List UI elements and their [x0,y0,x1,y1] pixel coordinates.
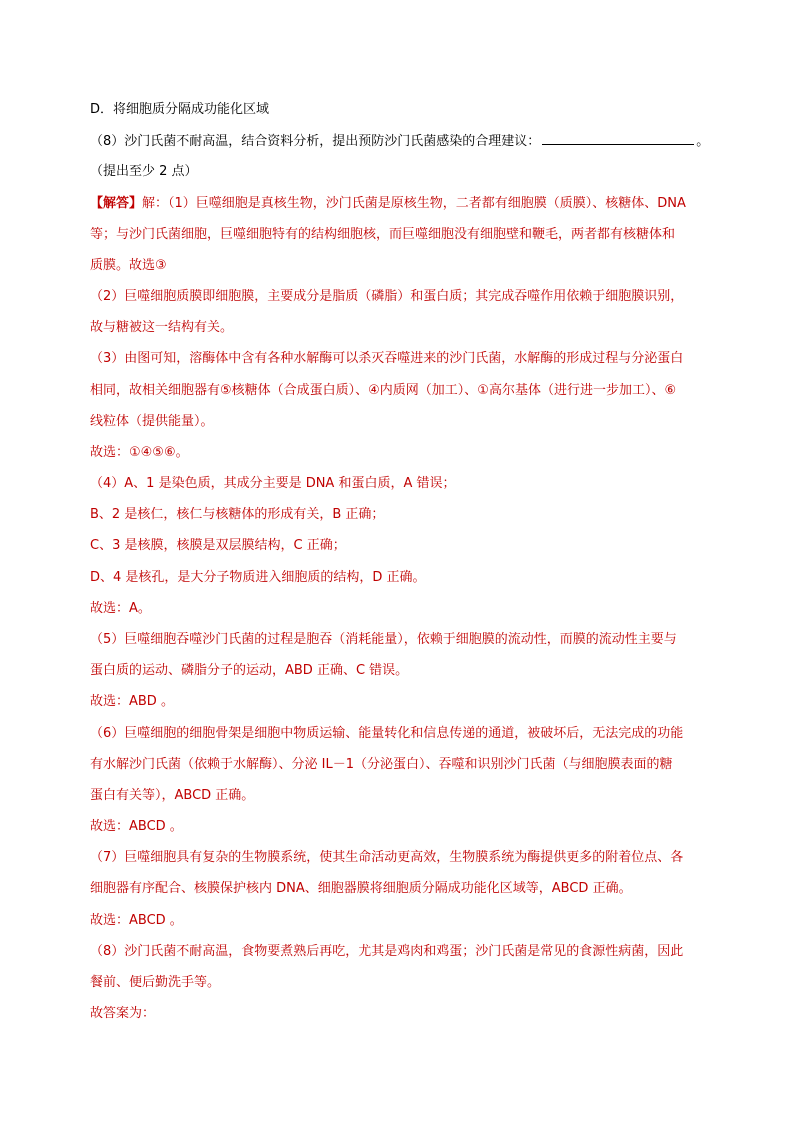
answer-line-6: （3）由图可知，溶酶体中含有各种水解酶可以杀灭吞噬进来的沙门氏菌，水解酶的形成过程与分泌蛋白 [90,351,684,366]
answer-line-3: 质膜。故选③ [90,258,167,273]
answer-line-13: D、4 是核孔，是大分子物质进入细胞质的结构，D 正确。 [90,570,426,585]
answer-line-9: 故选：①④⑤⑥。 [90,445,189,460]
answer-line-14: 故选：A。 [90,601,151,616]
answer-line-19: 有水解沙门氏菌（依赖于水解酶）、分泌 IL－1（分泌蛋白）、吞噬和识别沙门氏菌（与细胞膜表面的糖 [90,757,673,772]
question-8-end: 。 [696,134,710,149]
answer-line-16: 蛋白质的运动、磷脂分子的运动，ABD 正确、C 错误。 [90,663,409,678]
answer-line-2: 等；与沙门氏菌细胞，巨噬细胞特有的结构细胞核，而巨噬细胞没有细胞壁和鞭毛，两者都有核糖体和 [90,227,676,242]
answer-line-7: 相同，故相关细胞器有⑤核糖体（合成蛋白质）、④内质网（加工）、①高尔基体（进行进一步加工）、⑥ [90,383,677,398]
question-8-text: （8）沙门氏菌不耐高温，结合资料分析，提出预防沙门氏菌感染的合理建议： [90,134,541,149]
answer-line-1 [90,195,686,213]
answer-line-22: （7）巨噬细胞具有复杂的生物膜系统，使其生命活动更高效，生物膜系统为酶提供更多的附着位点、各 [90,850,684,865]
answer-blank [542,132,694,145]
answer-line-10: （4）A、1 是染色质，其成分主要是 DNA 和蛋白质，A 错误； [90,476,456,491]
answer-line-23: 细胞器有序配合、核膜保护核内 DNA、细胞器膜将细胞质分隔成功能化区域等，ABCD 正确。 [90,881,632,896]
answer-line-4: （2）巨噬细胞质膜即细胞膜，主要成分是脂质（磷脂）和蛋白质；其完成吞噬作用依赖于细胞膜识别， [90,289,684,304]
answer-line-21: 故选：ABCD 。 [90,819,183,834]
answer-line-20: 蛋白有关等），ABCD 正确。 [90,788,255,803]
question-8-hint: （提出至少 2 点） [90,164,198,179]
answer-line-26: 餐前、便后勤洗手等。 [90,975,221,990]
answer-line-25: （8）沙门氏菌不耐高温，食物要煮熟后再吃，尤其是鸡肉和鸡蛋；沙门氏菌是常见的食源性病菌，因此 [90,944,684,959]
answer-line-1-text: 解：（1）巨噬细胞是真核生物，沙门氏菌是原核生物，二者都有细胞膜（质膜）、核糖体、DNA [142,196,686,211]
answer-line-24: 故选：ABCD 。 [90,913,183,928]
option-d-line: D．将细胞质分隔成功能化区域 [90,102,270,117]
answer-line-15: （5）巨噬细胞吞噬沙门氏菌的过程是胞吞（消耗能量），依赖于细胞膜的流动性，而膜的流动性主要与 [90,632,677,647]
answer-line-17: 故选：ABD 。 [90,694,174,709]
answer-line-8: 线粒体（提供能量）。 [90,414,214,429]
answer-tag: 【解答】 [90,196,143,211]
answer-line-5: 故与糖被这一结构有关。 [90,320,234,335]
answer-line-11: B、2 是核仁，核仁与核糖体的形成有关，B 正确； [90,507,385,522]
answer-line-27: 故答案为： [90,1006,156,1021]
question-8-line [90,132,709,151]
answer-line-12: C、3 是核膜，核膜是双层膜结构，C 正确； [90,538,346,553]
answer-line-18: （6）巨噬细胞的细胞骨架是细胞中物质运输、能量转化和信息传递的通道，被破坏后，无法完成的功能 [90,726,684,741]
